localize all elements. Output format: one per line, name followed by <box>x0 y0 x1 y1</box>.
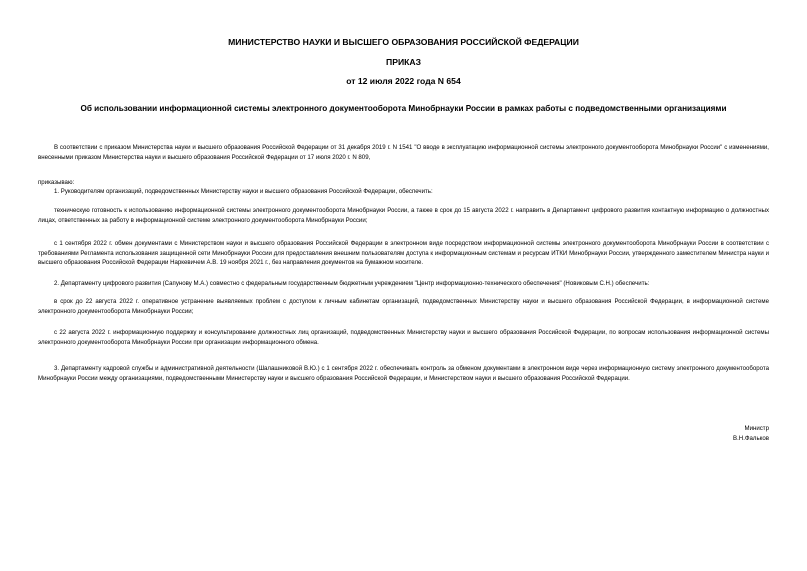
item-1-a: техническую готовность к использованию информационной системы электронного документооборота Минобрнауки России, а также в срок до 15 августа 2022 г. направить в Департамент цифрового развития контактную информацию о должностных лицах, ответственных за работу в информационной системе электронного документооборота Минобрнауки России; <box>38 207 769 224</box>
item-1: 1. Руководителям организаций, подведомственных Министерству науки и высшего образования Российской Федерации, обеспечить: <box>54 188 433 195</box>
item-3: 3. Департаменту кадровой службы и административной деятельности (Шалашниковой В.Ю.) с 1 сентября 2022 г. обеспечивать контроль за обменом документами в электронном виде через информационную систему электронного документооборота Минобрнауки России между организациями, подведомственными Министерству науки и высшего образования Российской Федерации, и Министерством науки и высшего образования Российской Федерации. <box>38 365 769 382</box>
order-word: приказываю: <box>38 179 75 186</box>
intro-paragraph: В соответствии с приказом Министерства науки и высшего образования Российской Федерации от 31 декабря 2019 г. N 1541 "О вводе в эксплуатацию информационной системы электронного документооборота Минобрнауки России" с изменениями, внесенными приказом Министерства науки и высшего образования Российской Федерации от 17 июля 2020 г. N 809, <box>38 144 769 161</box>
doc-type-heading: ПРИКАЗ <box>386 57 421 67</box>
date-number-heading: от 12 июля 2022 года N 654 <box>346 76 461 86</box>
ministry-heading: МИНИСТЕРСТВО НАУКИ И ВЫСШЕГО ОБРАЗОВАНИЯ РОССИЙСКОЙ ФЕДЕРАЦИИ <box>228 37 579 47</box>
signature-name: В.Н.Фальков <box>733 435 769 442</box>
item-1-b: с 1 сентября 2022 г. обмен документами с Министерством науки и высшего образования Российской Федерации в электронном виде посредством информационной системы электронного документооборота Минобрнауки России в соответствии с требованиями Регламента использования защищенной сети Минобрнауки России для предоставления внешним пользователям доступа к информационным системам и ресурсам ИТКИ Минобрнауки России, утвержденного заместителем Министра науки и высшего образования Российской Федерации Наркевичем А.В. 19 ноября 2021 г., без направления документов на бумажном носителе. <box>38 240 769 267</box>
item-2-a: в срок до 22 августа 2022 г. оперативное устранение выявляемых проблем с доступом к личным кабинетам организаций, подведомственных Министерству науки и высшего образования Российской Федерации, в информационной системе электронного документооборота Минобрнауки России; <box>38 298 769 315</box>
item-2: 2. Департаменту цифрового развития (Сапунову М.А.) совместно с федеральным государственным бюджетным учреждением "Центр информационно-технического обеспечения" (Новиковым С.Н.) обеспечить: <box>54 280 650 287</box>
signature-position: Министр <box>744 425 769 432</box>
document-title: Об использовании информационной системы электронного документооборота Минобрнауки России в рамках работы с подведомственными организациями <box>80 104 727 113</box>
item-2-b: с 22 августа 2022 г. информационную поддержку и консультирование должностных лиц организаций, подведомственных Министерству науки и высшего образования Российской Федерации, по вопросам использования информационной системы электронного документооборота Минобрнауки России при организации информационного обмена. <box>38 329 769 346</box>
